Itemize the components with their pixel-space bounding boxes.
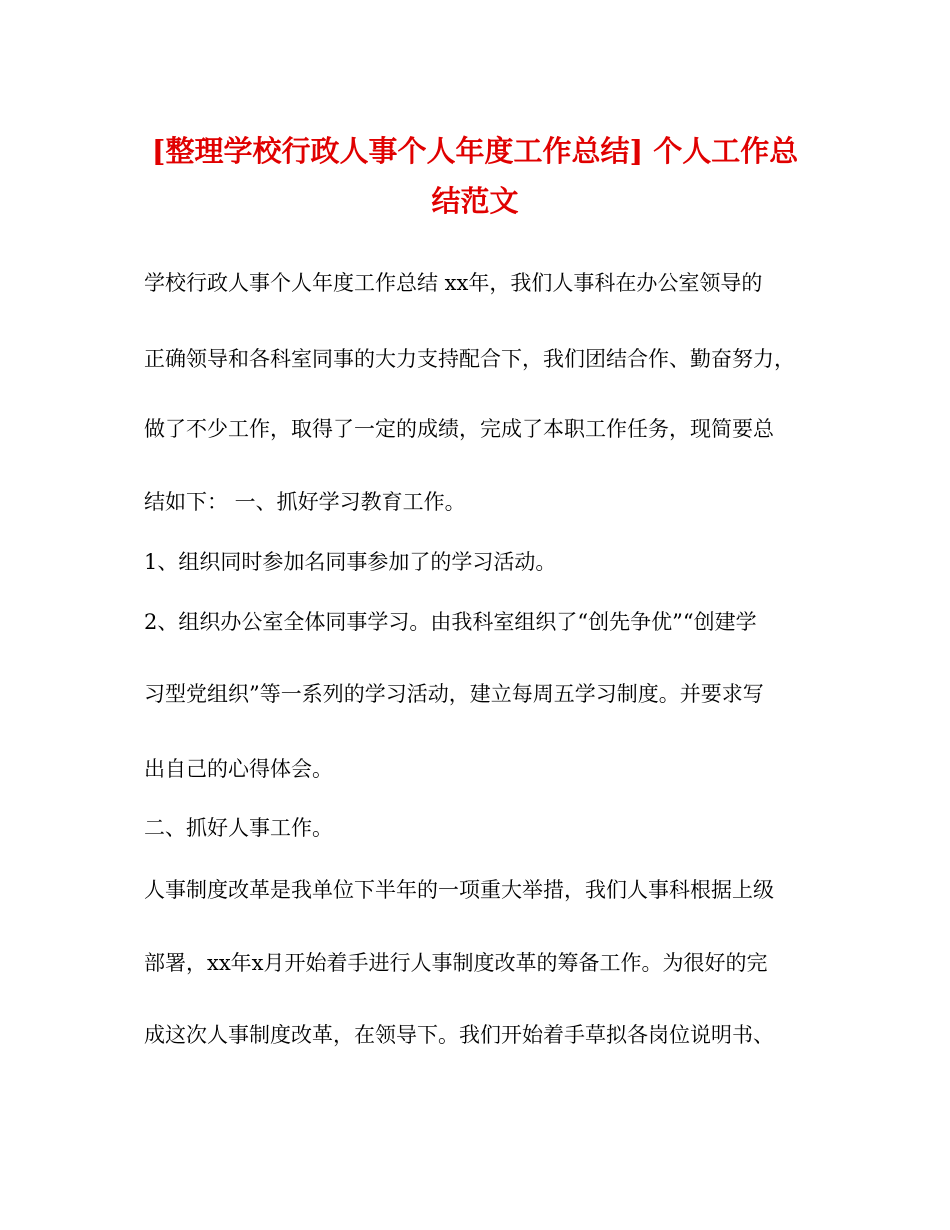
body-line-8: 出自己的心得体会。 — [144, 757, 333, 781]
body-line-6: 2、组织办公室全体同事学习。由我科室组织了“创先争优”“创建学 — [144, 610, 757, 634]
body-line-4: 结如下： 一、抓好学习教育工作。 — [144, 490, 466, 514]
title-line-1: [整理学校行政人事个人年度工作总结] 个人工作总 — [151, 134, 799, 168]
body-line-2: 正确领导和各科室同事的大力支持配合下，我们团结合作、勤奋努力， — [144, 347, 795, 371]
body-line-12: 成这次人事制度改革，在领导下。我们开始着手草拟各岗位说明书、 — [144, 1023, 774, 1047]
title-line-2: 结范文 — [431, 184, 519, 218]
body-line-1: 学校行政人事个人年度工作总结 xx年，我们人事科在办公室领导的 — [144, 271, 763, 295]
body-line-9: 二、抓好人事工作。 — [144, 816, 333, 840]
body-line-3: 做了不少工作，取得了一定的成绩，完成了本职工作任务，现简要总 — [144, 417, 774, 441]
body-line-11: 部署，xx年x月开始着手进行人事制度改革的筹备工作。为很好的完 — [144, 951, 768, 975]
body-line-7: 习型党组织”等一系列的学习活动，建立每周五学习制度。并要求写 — [144, 682, 764, 706]
document-title — [120, 126, 830, 226]
body-line-10: 人事制度改革是我单位下半年的一项重大举措，我们人事科根据上级 — [144, 878, 774, 902]
body-line-5: 1、组织同时参加名同事参加了的学习活动。 — [144, 550, 557, 574]
